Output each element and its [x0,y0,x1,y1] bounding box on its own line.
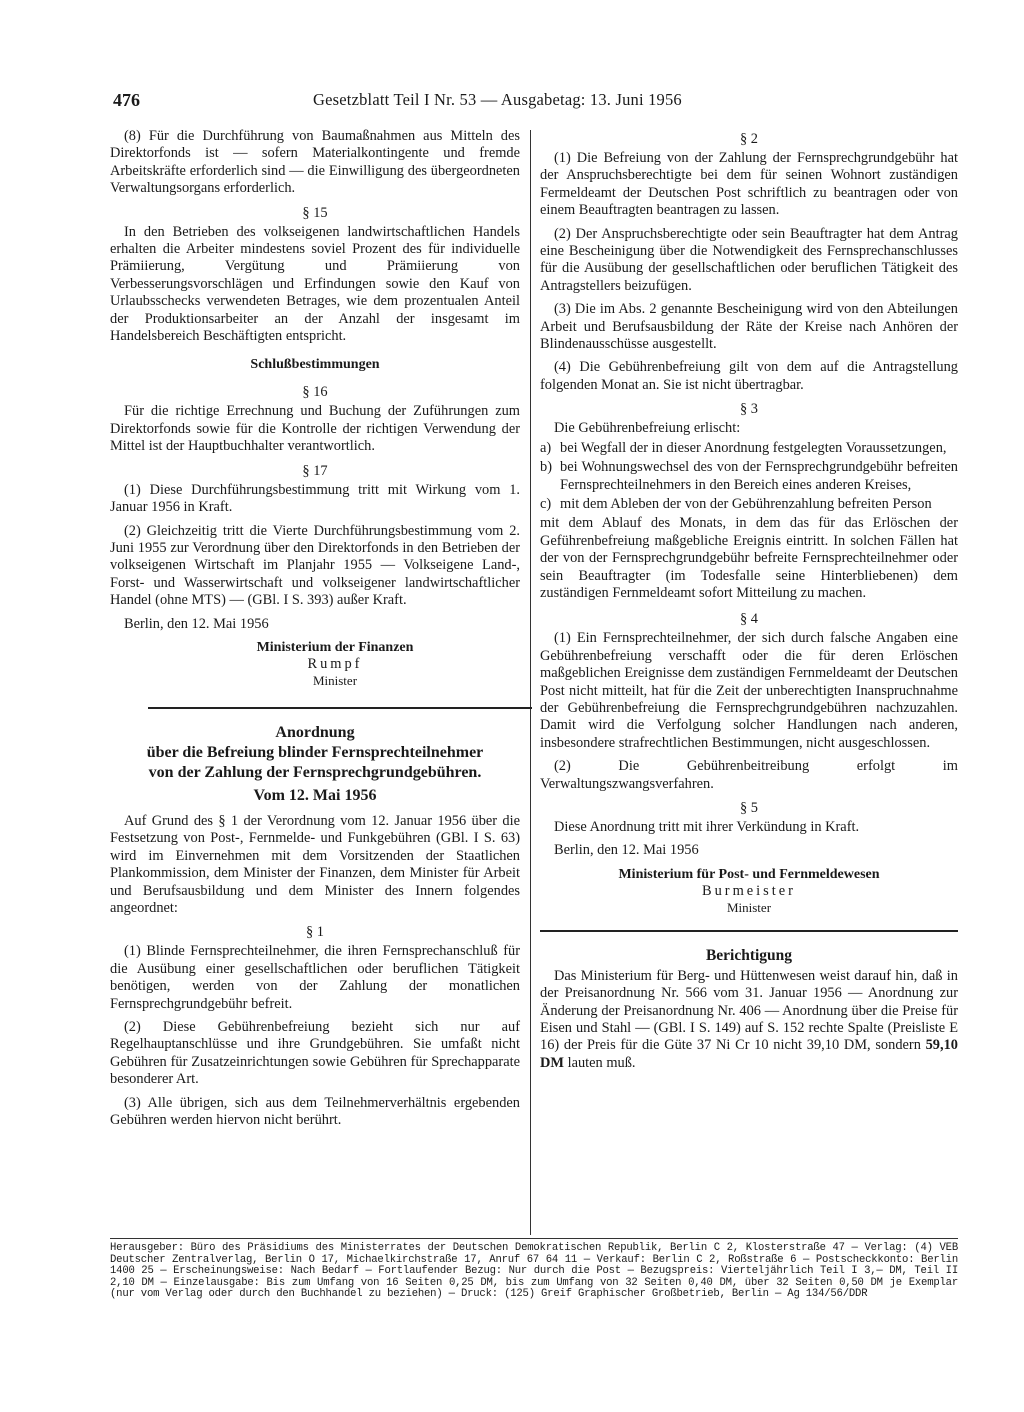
page-number: 476 [113,90,140,110]
final-provisions-heading: Schlußbestimmungen [250,357,380,373]
paragraph-8: (8) Für die Durchführung von Baumaßnahmen aus Mitteln des Direktorfonds ist — sofern Materialkontingente und fremde Arbeitskräfte erforderlich sind — die Einwilligung des übergeordneten Verwaltungsorgans erforderlich. [110,128,520,197]
correction-heading: Berichtigung [705,946,793,964]
list-item [540,496,958,513]
section-3-intro: Die Gebührenbefreiung erlischt: [554,420,741,437]
section-divider [148,707,532,709]
section-5-heading: § 5 [740,800,758,816]
section-1-para-2: (2) Diese Gebührenbefreiung bezieht sich nur auf Regelhauptanschlüsse und ihre Grundgebühren. Sie umfaßt nicht Gebühren für Zusatzeinrichtungen sowie Gebühren für Sprechapparate besonderer Art. [110,1019,520,1088]
page-header [113,90,953,114]
list-item-label: c) [540,495,552,512]
signature-name-right: Burmeister [702,882,796,899]
section-3-conclusion: mit dem Ablauf des Monats, in dem das für das Erlöschen der Geführenbefreiung maßgebliche Ereignis eintritt. In solchen Fällen hat der von der Fernsprechgrundgebühr befreite Fernsprechteilnehmer oder sein Beauftragter (im Todesfalle seine Hinterbliebenen) dem zuständigen Fernmeldeamt sofort Mitteilung zu machen. [540,515,958,601]
signature-role-right: Minister [726,899,772,915]
section-3-list [540,440,958,514]
ordinance-intro: Auf Grund des § 1 der Verordnung vom 12. Januar 1956 über die Festsetzung von Post-, Fernmelde- und Funkgebühren (GBl. I S. 63) wird im Einvernehmen mit dem Vorsitzenden der Staatlichen Plankommission, dem Minister der Finanzen, dem Minister für Arbeit und Berufsausbildung und dem Minister des Innern folgendes angeordnet: [110,812,520,916]
correction-text-part-1: Das Ministerium für Berg- und Hüttenwesen weist darauf hin, daß in der Preisanordnung Nr. 566 vom 31. Januar 1956 — Anordnung zur Änderung der Preisanordnung Nr. 406 — Anordnung über die Preise für Eisen und Stahl — (GBl. I S. 149) auf S. 152 rechte Spalte (Preisliste E 16) der Preis für die Güte 37 Ni Cr 10 nicht 39,10 DM, sondern [540,967,958,1054]
correction-text-part-2: lauten muß. [563,1054,636,1071]
section-2-para-2: (2) Der Anspruchsberechtigte oder sein Beauftragter hat dem Antrag eine Bescheinigung über die Notwendigkeit des Fernsprechanschlusses für die Ausübung der gesellschaftlichen oder beruflichen Tätigkeit des Antragstellers beizufügen. [540,225,958,294]
section-17-para-1: (1) Diese Durchführungsbestimmung tritt mit Wirkung vom 1. Januar 1956 in Kraft. [110,481,520,516]
ordinance-title-line-3: von der Zahlung der Fernsprechgrundgebühren. [148,763,482,781]
list-item-text: mit dem Ableben der von der Gebührenzahlung befreiten Person [560,495,932,512]
list-item-label: b) [540,459,552,476]
section-3-heading: § 3 [740,401,758,418]
list-item [540,440,958,457]
list-item-text: bei Wegfall der in dieser Anordnung festgelegten Voraussetzungen, [560,439,947,456]
imprint-footer: Herausgeber: Büro des Präsidiums des Ministerrates der Deutschen Demokratischen Republik, Berlin C 2, Klosterstraße 47 — Verlag: (4) VEB Deutscher Zentralverlag, Berlin O 17, Michaelkirchstraße 17, Anruf 67 64 11 — Verkauf: Berlin C 2, Roßstraße 6 — Postscheckkonto: Berlin 1400 25 — Erscheinungsweise: Nach Bedarf — Fortlaufender Bezug: Nur durch die Post — Bezugspreis: Vierteljährlich Teil I 3,— DM, Teil II 2,10 DM — Einzelausgabe: Bis zum Umfang von 16 Seiten 0,25 DM, bis zum Umfang von 32 Seiten 0,40 DM, über 32 Seiten 0,50 DM je Exemplar (nur vom Verlag oder durch den Buchhandel zu beziehen) — Druck: (125) Greif Graphischer Großbetrieb, Berlin — Ag 134/56/DDR [110,1242,958,1301]
section-16-heading: § 16 [302,384,328,401]
list-item-label: a) [540,439,552,456]
place-date-right: Berlin, den 12. Mai 1956 [554,842,699,859]
section-2-para-4: (4) Die Gebührenbefreiung gilt von dem auf die Antragstellung folgenden Monat an. Sie ist nicht übertragbar. [540,359,958,393]
signature-organization: Ministerium der Finanzen [256,639,414,655]
section-2-para-1: (1) Die Befreiung von der Zahlung der Fernsprechgrundgebühr hat der Anspruchsberechtigte bei dem für seinen Wohnort zuständigen Fermeldeamt der Deutschen Post schriftlich zu beantragen oder von einem Beauftragten beantragen zu lassen. [540,150,958,219]
section-15-text: In den Betrieben des volkseigenen landwirtschaftlichen Handels erhalten die Arbeiter mindestens soviel Prozent des für individuelle Prämiierung, Vergütung und Prämiierung von Verbesserungsvorschlägen und Erfindungen sowie den Kauf von Urlaubsschecks verwendeten Betrages, wie dem prozentualen Anteil der Produktionsarbeiter an der Anzahl der insgesamt im Handelsbereich Beschäftigten entspricht. [110,223,520,345]
section-5-text: Diese Anordnung tritt mit ihrer Verkündung in Kraft. [554,819,860,835]
section-17-para-2: (2) Gleichzeitig tritt die Vierte Durchführungsbestimmung vom 2. Juni 1955 zur Verordnung über den Direktorfonds in den Betrieben der volkseigenen Wirtschaft im Planjahr 1955 — Volkseigene Land-, Forst- und Wasserwirtschaft und volkseigener landwirtschaftlicher Handel (ohne MTS) — (GBl. I S. 393) außer Kraft. [110,522,520,609]
list-item [540,459,958,494]
signature-role: Minister [312,672,358,688]
section-4-heading: § 4 [740,611,758,628]
section-4-para-2: (2) Die Gebührenbeitreibung erfolgt im Verwaltungszwangsverfahren. [540,758,958,792]
list-item-text: bei Wohnungswechsel des von der Fernsprechgrundgebühr befreiten Fernsprechteilnehmers in den Bereich eines anderen Kreises, [560,459,958,493]
right-column [540,128,958,1078]
column-divider [530,130,531,1235]
ordinance-title-line-1: Anordnung [275,723,355,741]
signature-organization-right: Ministerium für Post- und Fernmeldewesen [618,866,880,882]
section-17-heading: § 17 [302,462,328,479]
section-1-heading: § 1 [306,924,324,941]
section-16-text: Für die richtige Errechnung und Buchung der Zuführungen zum Direktorfonds sowie für die Kontrolle der richtigen Verwendung der Mittel ist der Hauptbuchhalter verantwortlich. [110,403,520,455]
ordinance-title-line-2: über die Befreiung blinder Fernsprechteilnehmer [146,743,484,761]
correction-text [540,968,958,1072]
gazette-title: Gesetzblatt Teil I Nr. 53 — Ausgabetag: 13. Juni 1956 [313,90,682,109]
footer-divider [110,1238,958,1239]
section-4-para-1: (1) Ein Fernsprechteilnehmer, der sich durch falsche Angaben eine Gebührenbefreiung verschafft oder die für deren Erlöschen maßgeblichen Ereignisse dem zuständigen Fernmeldeamt der Deutschen Post nicht mitteilt, hat für die Zeit der unberechtigten Inanspruchnahme der Gebührenbefreiung die Fernsprechgrundgebühren nachzuzahlen. Damit wird die Verfolgung solcher Handlungen nach anderen, insbesondere strafrechtlichen Bestimmungen, nicht ausgeschlossen. [540,630,958,751]
correction-amount: 59,10 DM [540,1037,958,1071]
section-1-para-3: (3) Alle übrigen, sich aus dem Teilnehmerverhältnis ergebenden Gebühren werden hiervon nicht berührt. [110,1094,520,1129]
section-1-para-1: (1) Blinde Fernsprechteilnehmer, die ihren Fernsprechanschluß für die Ausübung einer gesellschaftlichen oder beruflichen Tätigkeit benötigen, werden von der Zahlung der monatlichen Fernsprechgrundgebühr befreit. [110,943,520,1012]
place-date: Berlin, den 12. Mai 1956 [124,615,269,632]
section-2-heading: § 2 [740,131,758,147]
correction-divider [540,930,958,932]
section-2-para-3: (3) Die im Abs. 2 genannte Bescheinigung wird von den Abteilungen Arbeit und Berufsausbildung der Räte der Kreise nach Anhören der Blindenausschüsse ausgestellt. [540,301,958,353]
signature-name: Rumpf [307,655,363,672]
section-15-heading: § 15 [302,204,328,221]
ordinance-date: Vom 12. Mai 1956 [253,786,377,804]
left-column [110,128,520,1135]
